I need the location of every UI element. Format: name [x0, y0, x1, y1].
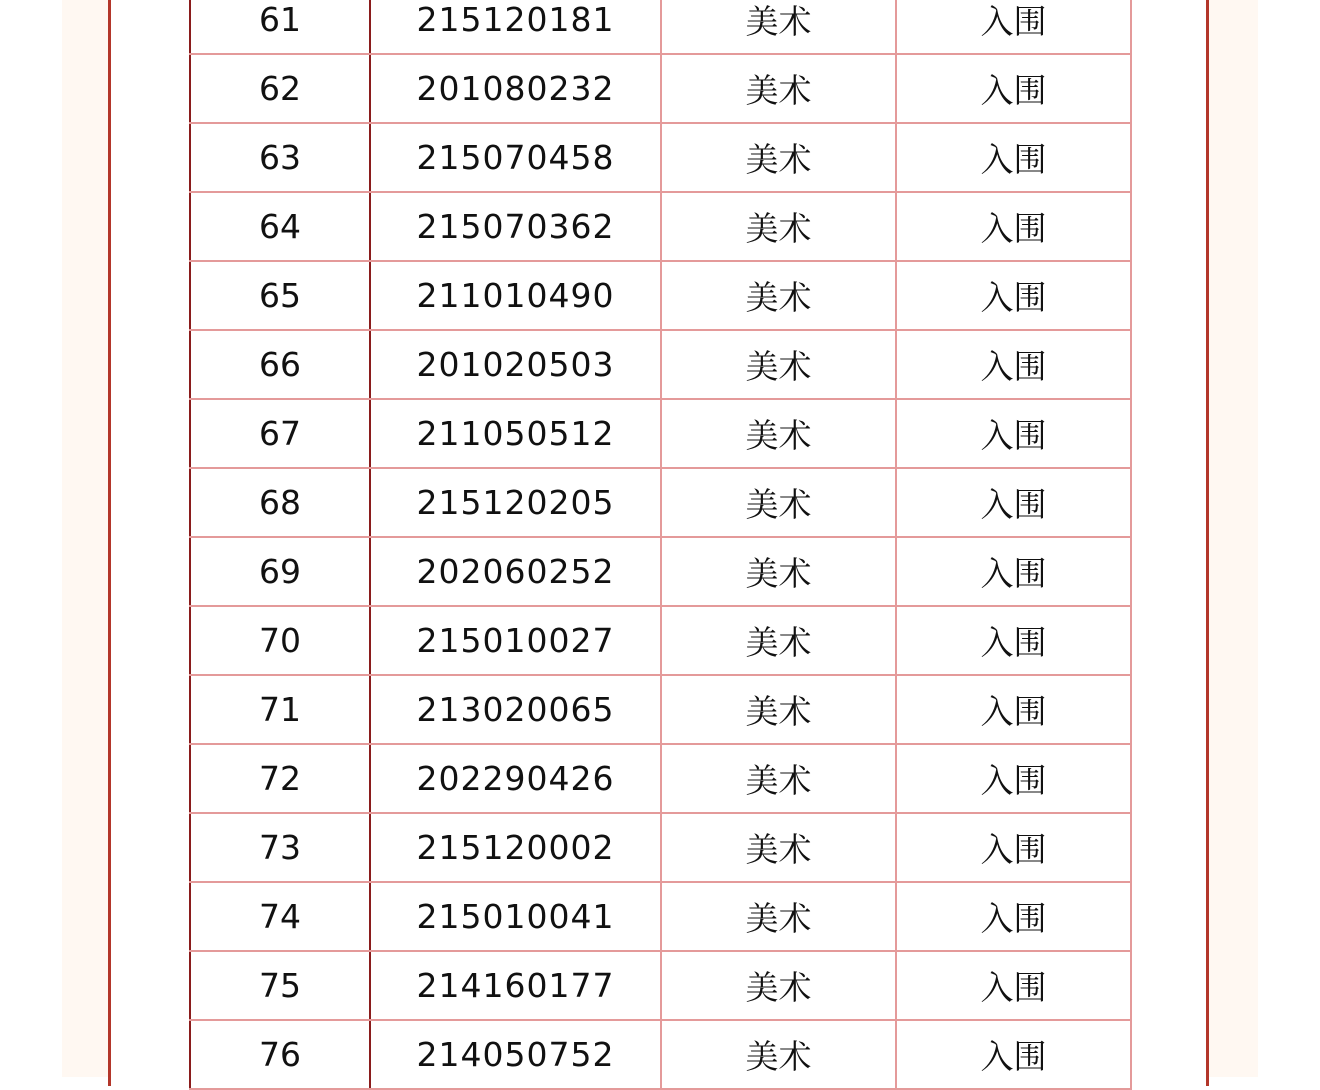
candidate-id-cell: 201080232 — [370, 54, 661, 123]
status-cell: 入围 — [896, 675, 1131, 744]
results-table-body — [190, 0, 1131, 1089]
subject-cell: 美术 — [661, 537, 896, 606]
row-number-cell: 66 — [190, 330, 370, 399]
table-row — [190, 261, 1131, 330]
row-number-cell: 67 — [190, 399, 370, 468]
subject-cell: 美术 — [661, 468, 896, 537]
subject-cell: 美术 — [661, 744, 896, 813]
subject-cell: 美术 — [661, 54, 896, 123]
table-row — [190, 813, 1131, 882]
candidate-id-cell: 211050512 — [370, 399, 661, 468]
table-row — [190, 951, 1131, 1020]
status-cell: 入围 — [896, 123, 1131, 192]
status-cell: 入围 — [896, 744, 1131, 813]
candidate-id-cell: 215120181 — [370, 0, 661, 54]
row-number-cell: 70 — [190, 606, 370, 675]
subject-cell: 美术 — [661, 330, 896, 399]
results-table — [189, 0, 1132, 1090]
table-row — [190, 882, 1131, 951]
status-cell: 入围 — [896, 537, 1131, 606]
status-cell: 入围 — [896, 54, 1131, 123]
table-row — [190, 54, 1131, 123]
status-cell: 入围 — [896, 0, 1131, 54]
subject-cell: 美术 — [661, 951, 896, 1020]
subject-cell: 美术 — [661, 1020, 896, 1089]
status-cell: 入围 — [896, 192, 1131, 261]
table-row — [190, 1020, 1131, 1089]
subject-cell: 美术 — [661, 882, 896, 951]
candidate-id-cell: 211010490 — [370, 261, 661, 330]
candidate-id-cell: 215070362 — [370, 192, 661, 261]
candidate-id-cell: 214160177 — [370, 951, 661, 1020]
subject-cell: 美术 — [661, 123, 896, 192]
status-cell: 入围 — [896, 330, 1131, 399]
status-cell: 入围 — [896, 951, 1131, 1020]
status-cell: 入围 — [896, 813, 1131, 882]
row-number-cell: 62 — [190, 54, 370, 123]
status-cell: 入围 — [896, 882, 1131, 951]
table-row — [190, 537, 1131, 606]
row-number-cell: 63 — [190, 123, 370, 192]
row-number-cell: 73 — [190, 813, 370, 882]
candidate-id-cell: 202060252 — [370, 537, 661, 606]
row-number-cell: 61 — [190, 0, 370, 54]
table-row — [190, 0, 1131, 54]
subject-cell: 美术 — [661, 399, 896, 468]
status-cell: 入围 — [896, 399, 1131, 468]
subject-cell: 美术 — [661, 606, 896, 675]
subject-cell: 美术 — [661, 192, 896, 261]
status-cell: 入围 — [896, 606, 1131, 675]
candidate-id-cell: 214050752 — [370, 1020, 661, 1089]
row-number-cell: 76 — [190, 1020, 370, 1089]
row-number-cell: 69 — [190, 537, 370, 606]
status-cell: 入围 — [896, 261, 1131, 330]
table-row — [190, 123, 1131, 192]
candidate-id-cell: 215120002 — [370, 813, 661, 882]
candidate-id-cell: 215120205 — [370, 468, 661, 537]
candidate-id-cell: 202290426 — [370, 744, 661, 813]
table-row — [190, 606, 1131, 675]
subject-cell: 美术 — [661, 675, 896, 744]
candidate-id-cell: 215010041 — [370, 882, 661, 951]
candidate-id-cell: 215070458 — [370, 123, 661, 192]
row-number-cell: 68 — [190, 468, 370, 537]
candidate-id-cell: 213020065 — [370, 675, 661, 744]
table-row — [190, 399, 1131, 468]
table-row — [190, 468, 1131, 537]
subject-cell: 美术 — [661, 261, 896, 330]
subject-cell: 美术 — [661, 0, 896, 54]
table-row — [190, 192, 1131, 261]
status-cell: 入围 — [896, 468, 1131, 537]
status-cell: 入围 — [896, 1020, 1131, 1089]
row-number-cell: 71 — [190, 675, 370, 744]
row-number-cell: 72 — [190, 744, 370, 813]
subject-cell: 美术 — [661, 813, 896, 882]
row-number-cell: 74 — [190, 882, 370, 951]
row-number-cell: 65 — [190, 261, 370, 330]
candidate-id-cell: 215010027 — [370, 606, 661, 675]
table-row — [190, 675, 1131, 744]
table-row — [190, 744, 1131, 813]
candidate-id-cell: 201020503 — [370, 330, 661, 399]
table-row — [190, 330, 1131, 399]
row-number-cell: 75 — [190, 951, 370, 1020]
row-number-cell: 64 — [190, 192, 370, 261]
